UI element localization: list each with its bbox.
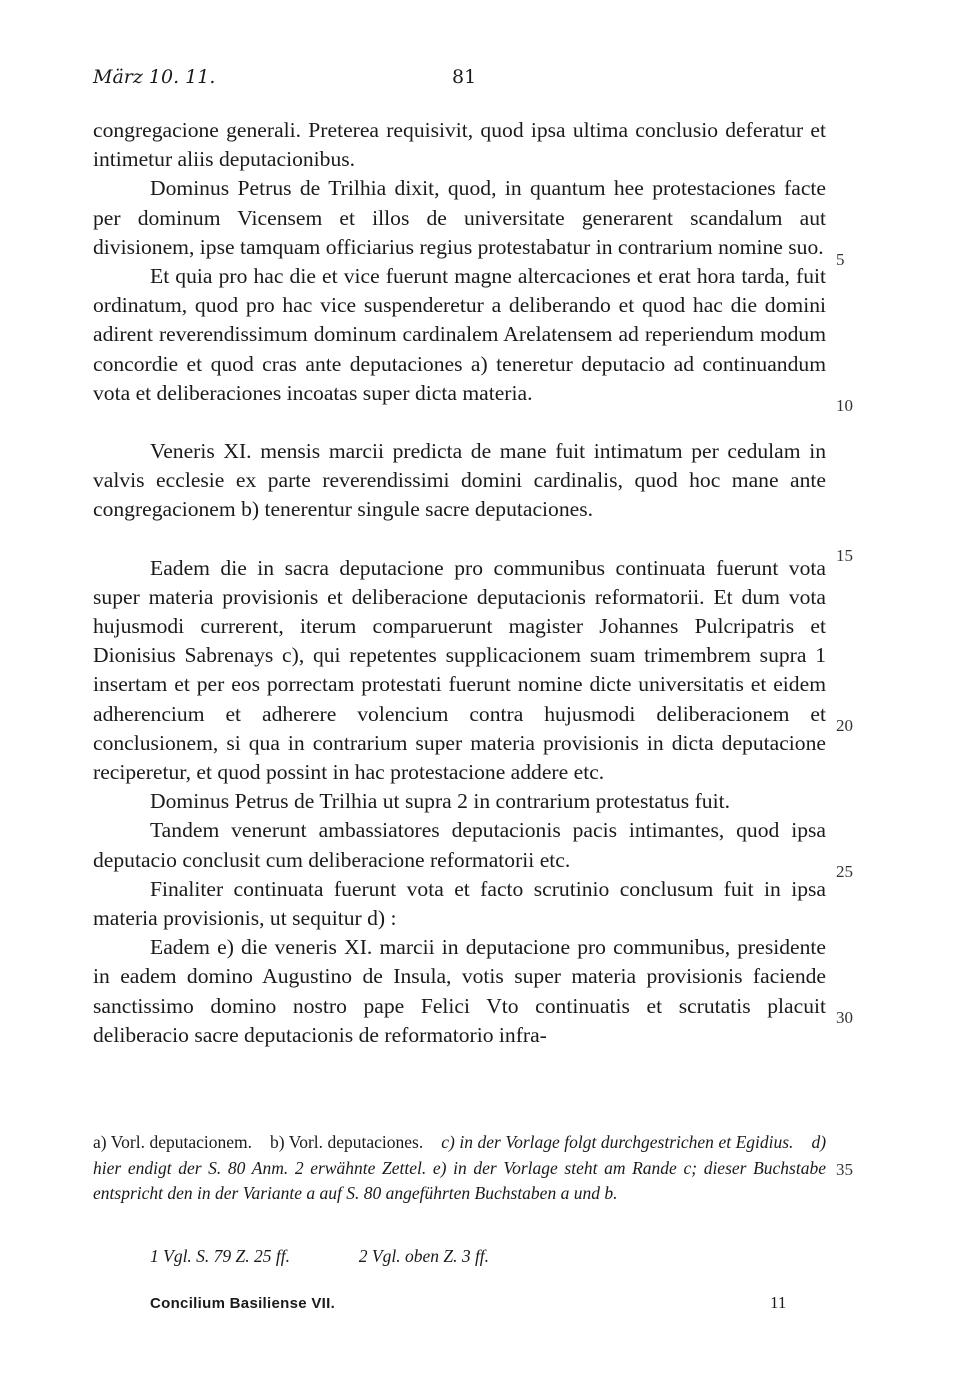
line-number: 20 — [836, 716, 853, 735]
footnotes — [93, 1130, 826, 1207]
line-number: 35 — [836, 1160, 853, 1179]
paragraph-9: Eadem e) die veneris XI. marcii in deputacione pro communibus, presidente in eadem domino Augustino de Insula, votis super materia provisionis faciende sanctissimo domino nostro pape Felici Vto continuatis et scrutatis placuit deliberacio sacre deputacionis de reformatorio infra- — [93, 935, 826, 1047]
line-number: 25 — [836, 862, 853, 881]
source-notes — [150, 1246, 489, 1267]
paragraph-1: congregacione generali. Preterea requisivit, quod ipsa ultima conclusio deferatur et intimetur aliis deputacionibus. — [93, 118, 826, 172]
page-number: 81 — [452, 66, 477, 88]
section-gap — [93, 408, 826, 437]
footnote-d: d) hier endigt der S. 80 Anm. 2 erwähnte Zettel. — [93, 1132, 827, 1178]
paragraph-3: Et quia pro hac die et vice fuerunt magne altercaciones et erat hora tarda, fuit ordinatum, quod pro hac vice suspenderetur a deliberando et quod hac die domini adirent reverendissimum dominum cardinalem Arelatensem ad reperiendum modum concordie et quod cras ante deputaciones a) teneretur deputacio ad continuandum vota et deliberaciones incoatas super dicta materia. — [93, 264, 826, 405]
footnote-c: c) in der Vorlage folgt durchgestrichen et Egidius. — [441, 1132, 794, 1152]
footnote-group — [93, 1130, 826, 1207]
footnote-a: a) Vorl. deputacionem. — [93, 1132, 253, 1152]
running-head: März 10. 11. — [93, 66, 216, 88]
source-note-1: 1 Vgl. S. 79 Z. 25 ff. — [150, 1246, 291, 1266]
paragraph-2: Dominus Petrus de Trilhia dixit, quod, in quantum hee protestaciones facte per dominum Vicensem et illos de universitate generarent scandalum aut divisionem, ipse tamquam officiarius regius protestabatur in contrarium nomine suo. — [93, 176, 826, 259]
paragraph-5: Eadem die in sacra deputacione pro communibus continuata fuerunt vota super materia provisionis et deliberacione deputacionis reformatorii. Et dum vota hujusmodi currerent, iterum comparuerunt magister Johannes Pulcripatris et Dionisius Sabrenays c), qui repetentes supplicacionem suam trimembrem supra 1 insertam et per eos porrectam protestati fuerunt nomine dicte universitatis et eidem adherencium et adherere volencium contra hujusmodi deliberacionem et conclusionem, si qua in contrarium super materia provisionis in dicta deputacione reciperetur, et quod possint in hac protestacione addere etc. — [93, 555, 826, 785]
section-gap — [93, 525, 826, 554]
paragraph-4: Veneris XI. mensis marcii predicta de mane fuit intimatum per cedulam in valvis ecclesie ex parte reverendissimi domini cardinalis, quod hoc mane ante congregacionem b) tenerentur singule sacre deputaciones. — [93, 439, 826, 522]
line-number: 5 — [836, 250, 845, 269]
footnote-e: e) in der Vorlage steht am Rande c; dieser Buchstabe entspricht den in der Variante a auf S. 80 angeführten Buchstaben a und b. — [93, 1157, 826, 1203]
paragraph-7: Tandem venerunt ambassiatores deputacionis pacis intimantes, quod ipsa deputacio conclusit cum deliberacione reformatorii etc. — [93, 818, 826, 872]
line-number: 15 — [836, 546, 853, 565]
footnote-b: b) Vorl. deputaciones. — [270, 1132, 424, 1152]
paragraph-8: Finaliter continuata fuerunt vota et facto scrutinio conclusum fuit in ipsa materia provisionis, ut sequitur d) : — [93, 876, 826, 931]
main-text — [93, 116, 826, 1050]
signature-mark: 11 — [770, 1293, 787, 1312]
series-title: Concilium Basiliense VII. — [150, 1295, 336, 1312]
source-note-2: 2 Vgl. oben Z. 3 ff. — [358, 1246, 490, 1266]
line-number: 10 — [836, 396, 853, 415]
paragraph-6: Dominus Petrus de Trilhia ut supra 2 in contrarium protestatus fuit. — [150, 789, 730, 814]
line-number: 30 — [836, 1008, 853, 1027]
